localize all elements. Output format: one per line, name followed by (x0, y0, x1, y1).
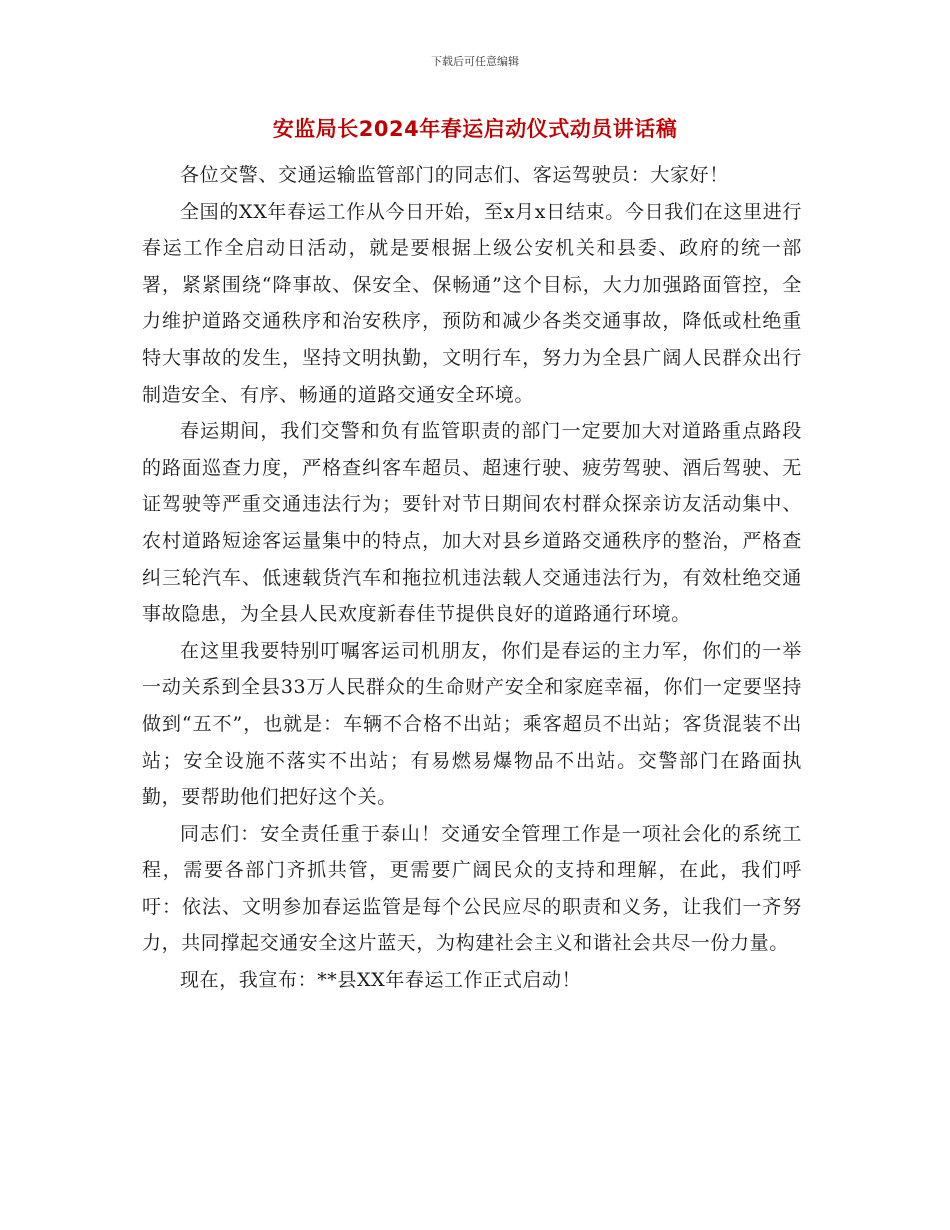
paragraph-appeal: 同志们：安全责任重于泰山！交通安全管理工作是一项社会化的系统工程，需要各部门齐抓共管，更需要广阔民众的支持和理解，在此，我们呼吁：依法、文明参加春运监管是每个公民应尽的职责和义务，让我们一齐努力，共同撑起交通安全这片蓝天，为构建社会主义和谐社会共尽一份力量。 (142, 822, 802, 955)
paragraph-greeting: 各位交警、交通运输监管部门的同志们、客运驾驶员：大家好！ (180, 164, 729, 186)
header-note: 下载后可任意编辑 (431, 55, 519, 68)
paragraph-drivers: 在这里我要特别叮嘱客运司机朋友，你们是春运的主力军，你们的一举一动关系到全县33万人民群众的生命财产安全和家庭幸福，你们一定要坚持做到“五不”，也就是：车辆不合格不出站；乘客超员不出站；客货混装不出站；安全设施不落实不出站；有易燃易爆物品不出站。交警部门在路面执勤，要帮助他们把好这个关。 (142, 639, 802, 809)
paragraph-patrol: 春运期间，我们交警和负有监管职责的部门一定要加大对道路重点路段的路面巡查力度，严格查纠客车超员、超速行驶、疲劳驾驶、酒后驾驶、无证驾驶等严重交通违法行为；要针对节日期间农村群众探亲访友活动集中、农村道路短途客运量集中的特点，加大对县乡道路交通秩序的整治，严格查纠三轮汽车、低速载货汽车和拖拉机违法载人交通违法行为，有效杜绝交通事故隐患，为全县人民欢度新春佳节提供良好的道路通行环境。 (142, 420, 802, 626)
document-title: 安监局长2024年春运启动仪式动员讲话稿 (272, 117, 678, 141)
paragraph-announcement: 现在，我宣布：**县XX年春运工作正式启动！ (180, 969, 582, 992)
paragraph-intro: 全国的XX年春运工作从今日开始，至x月x日结束。今日我们在这里进行春运工作全启动日活动，就是要根据上级公安机关和县委、政府的统一部署，紧紧围绕“降事故、保安全、保畅通”这个目标，大力加强路面管控，全力维护道路交通秩序和治安秩序，预防和减少各类交通事故，降低或杜绝重特大事故的发生，坚持文明执勤，文明行车，努力为全县广阔人民群众出行制造安全、有序、畅通的道路交通安全环境。 (142, 200, 802, 406)
document-body (142, 157, 802, 999)
